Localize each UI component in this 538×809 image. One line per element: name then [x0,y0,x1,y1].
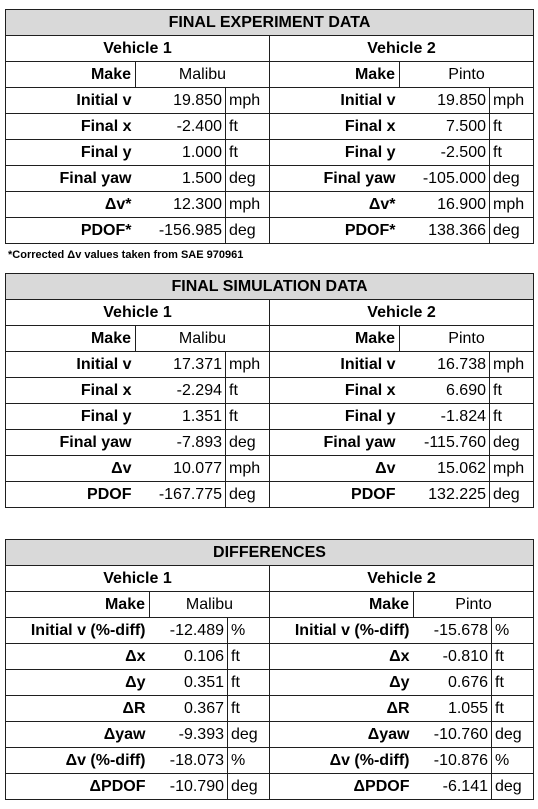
cell-unit: ft [228,696,270,722]
cell-value: -7.893 [136,430,226,456]
cell-value: -156.985 [136,218,226,244]
row-label: PDOF* [6,218,136,244]
cell-unit: % [228,618,270,644]
cell-value: 10.077 [136,456,226,482]
cell-value: 1.500 [136,166,226,192]
row-label: Final y [6,140,136,166]
cell-value: 1.055 [414,696,492,722]
cell-value: 132.225 [400,482,490,508]
cell-value: -115.760 [400,430,490,456]
cell-unit: ft [226,114,270,140]
row-label: Δyaw [6,722,150,748]
cell-unit: ft [490,114,534,140]
cell-value: -9.393 [150,722,228,748]
cell-value: -10.760 [414,722,492,748]
cell-unit: deg [492,722,534,748]
row-label: Make [270,326,400,352]
cell-unit: ft [228,644,270,670]
cell-unit: deg [490,166,534,192]
cell-value: 1.351 [136,404,226,430]
cell-value: 0.676 [414,670,492,696]
cell-value: -10.790 [150,774,228,800]
make-value: Pinto [414,592,534,618]
row-label: ΔPDOF [6,774,150,800]
experiment-table [5,9,534,244]
table-row [6,592,534,618]
table-row [6,88,534,114]
cell-value: -1.824 [400,404,490,430]
row-label: ΔR [270,696,414,722]
make-value: Pinto [400,326,534,352]
simulation-title: FINAL SIMULATION DATA [6,274,534,300]
experiment-title: FINAL EXPERIMENT DATA [6,10,534,36]
cell-value: -6.141 [414,774,492,800]
cell-unit: deg [228,774,270,800]
make-value: Malibu [150,592,270,618]
row-label: Final y [6,404,136,430]
cell-unit: deg [226,482,270,508]
row-label: Make [270,592,414,618]
cell-unit: % [228,748,270,774]
row-label: Δv* [6,192,136,218]
cell-value: -2.400 [136,114,226,140]
simulation-table [5,273,534,508]
row-label: Δy [6,670,150,696]
cell-value: 19.850 [400,88,490,114]
cell-value: -2.294 [136,378,226,404]
cell-value: 0.106 [150,644,228,670]
row-label: Δv (%-diff) [6,748,150,774]
cell-unit: deg [490,430,534,456]
cell-value: 0.367 [150,696,228,722]
row-label: Make [270,62,400,88]
row-label: PDOF [270,482,400,508]
cell-unit: ft [490,378,534,404]
cell-value: -105.000 [400,166,490,192]
table-row [6,618,534,644]
table-row [6,404,534,430]
table-row [6,748,534,774]
cell-unit: % [492,748,534,774]
cell-unit: deg [492,774,534,800]
make-value: Malibu [136,62,270,88]
cell-value: 12.300 [136,192,226,218]
row-label: Make [6,592,150,618]
cell-unit: deg [228,722,270,748]
row-label: Final x [270,378,400,404]
cell-unit: ft [226,404,270,430]
cell-unit: ft [492,644,534,670]
row-label: ΔR [6,696,150,722]
cell-unit: mph [490,352,534,378]
row-label: Δx [270,644,414,670]
table-row [6,644,534,670]
cell-value: 6.690 [400,378,490,404]
row-label: Make [6,62,136,88]
row-label: PDOF [6,482,136,508]
cell-unit: ft [226,140,270,166]
cell-unit: ft [228,670,270,696]
cell-value: -15.678 [414,618,492,644]
differences-table [5,539,534,800]
row-label: Make [6,326,136,352]
cell-value: -10.876 [414,748,492,774]
differences-vehicle2-header: Vehicle 2 [270,566,534,592]
cell-unit: mph [226,456,270,482]
row-label: Δv (%-diff) [270,748,414,774]
row-label: Δy [270,670,414,696]
cell-value: 16.738 [400,352,490,378]
row-label: Final x [270,114,400,140]
differences-vehicle1-header: Vehicle 1 [6,566,270,592]
row-label: Final y [270,404,400,430]
cell-unit: mph [490,88,534,114]
experiment-vehicle1-header: Vehicle 1 [6,36,270,62]
cell-unit: deg [226,430,270,456]
cell-value: -167.775 [136,482,226,508]
cell-unit: deg [490,218,534,244]
row-label: Initial v (%-diff) [6,618,150,644]
row-label: Δv [6,456,136,482]
differences-title: DIFFERENCES [6,540,534,566]
footnote: *Corrected Δv values taken from SAE 970961 [8,249,244,261]
experiment-vehicle2-header: Vehicle 2 [270,36,534,62]
table-row [6,166,534,192]
cell-value: -12.489 [150,618,228,644]
cell-unit: mph [490,192,534,218]
cell-unit: deg [226,166,270,192]
cell-unit: ft [226,378,270,404]
table-row [6,722,534,748]
table-row [6,140,534,166]
cell-unit: ft [492,696,534,722]
cell-value: 17.371 [136,352,226,378]
row-label: Final yaw [270,430,400,456]
table-row [6,774,534,800]
cell-unit: deg [226,218,270,244]
table-row [6,62,534,88]
cell-value: 15.062 [400,456,490,482]
table-row [6,192,534,218]
table-row [6,326,534,352]
table-row [6,456,534,482]
cell-value: -0.810 [414,644,492,670]
cell-unit: % [492,618,534,644]
row-label: Initial v [270,88,400,114]
row-label: Initial v [6,88,136,114]
row-label: Δyaw [270,722,414,748]
row-label: Δv [270,456,400,482]
cell-value: 1.000 [136,140,226,166]
cell-unit: ft [492,670,534,696]
cell-unit: mph [226,192,270,218]
cell-value: 0.351 [150,670,228,696]
table-row [6,670,534,696]
row-label: Initial v (%-diff) [270,618,414,644]
table-row [6,218,534,244]
row-label: Final y [270,140,400,166]
row-label: Initial v [6,352,136,378]
cell-value: 19.850 [136,88,226,114]
table-row [6,430,534,456]
simulation-vehicle1-header: Vehicle 1 [6,300,270,326]
row-label: ΔPDOF [270,774,414,800]
row-label: Final x [6,114,136,140]
cell-unit: mph [226,352,270,378]
cell-unit: mph [226,88,270,114]
cell-value: 16.900 [400,192,490,218]
cell-value: 138.366 [400,218,490,244]
row-label: Final yaw [6,430,136,456]
cell-unit: ft [490,140,534,166]
table-row [6,378,534,404]
row-label: Final yaw [6,166,136,192]
row-label: Final x [6,378,136,404]
cell-value: -18.073 [150,748,228,774]
cell-unit: deg [490,482,534,508]
table-row [6,482,534,508]
cell-unit: mph [490,456,534,482]
table-row [6,696,534,722]
cell-value: -2.500 [400,140,490,166]
make-value: Malibu [136,326,270,352]
cell-unit: ft [490,404,534,430]
cell-value: 7.500 [400,114,490,140]
row-label: Δx [6,644,150,670]
make-value: Pinto [400,62,534,88]
table-row [6,352,534,378]
row-label: Δv* [270,192,400,218]
row-label: Initial v [270,352,400,378]
row-label: Final yaw [270,166,400,192]
row-label: PDOF* [270,218,400,244]
table-row [6,114,534,140]
simulation-vehicle2-header: Vehicle 2 [270,300,534,326]
